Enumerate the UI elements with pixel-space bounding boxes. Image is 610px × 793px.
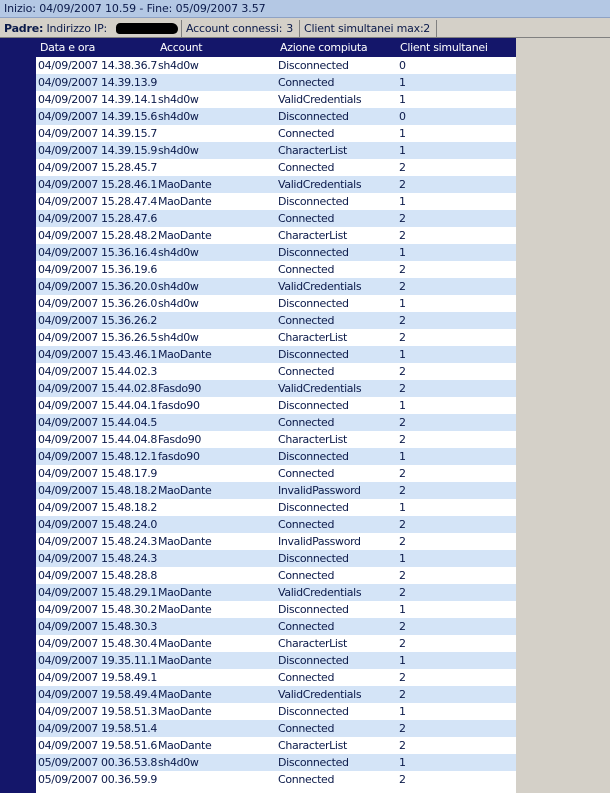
table-row[interactable] xyxy=(36,329,516,346)
table-row[interactable] xyxy=(36,312,516,329)
cell-datetime: 04/09/2007 15.28.47.6 xyxy=(38,212,158,225)
cell-clients: 2 xyxy=(399,314,406,327)
cell-action: ValidCredentials xyxy=(278,688,362,701)
cell-action: Connected xyxy=(278,76,335,89)
table-row[interactable] xyxy=(36,108,516,125)
cell-account: Fasdo90 xyxy=(158,433,202,446)
column-header-clients[interactable]: Client simultanei xyxy=(400,41,488,54)
cell-account: MaoDante xyxy=(158,178,212,191)
cell-account: sh4d0w xyxy=(158,756,199,769)
cell-account: MaoDante xyxy=(158,586,212,599)
cell-datetime: 05/09/2007 00.36.53.8 xyxy=(38,756,158,769)
cell-datetime: 04/09/2007 19.58.51.4 xyxy=(38,722,158,735)
cell-account: MaoDante xyxy=(158,654,212,667)
cell-action: ValidCredentials xyxy=(278,586,362,599)
cell-datetime: 04/09/2007 15.48.18.2 xyxy=(38,484,158,497)
table-row[interactable] xyxy=(36,482,516,499)
cell-datetime: 04/09/2007 15.28.47.4 xyxy=(38,195,158,208)
cell-action: Connected xyxy=(278,620,335,633)
cell-account: MaoDante xyxy=(158,484,212,497)
table-row[interactable] xyxy=(36,363,516,380)
cell-clients: 2 xyxy=(399,212,406,225)
cell-clients: 2 xyxy=(399,688,406,701)
table-row[interactable] xyxy=(36,754,516,771)
cell-action: Disconnected xyxy=(278,195,349,208)
cell-datetime: 04/09/2007 15.28.46.1 xyxy=(38,178,158,191)
table-row[interactable] xyxy=(36,567,516,584)
cell-action: Disconnected xyxy=(278,450,349,463)
cell-action: Connected xyxy=(278,127,335,140)
table-row[interactable] xyxy=(36,720,516,737)
cell-action: CharacterList xyxy=(278,637,347,650)
cell-datetime: 04/09/2007 15.36.26.5 xyxy=(38,331,158,344)
cell-datetime: 04/09/2007 15.48.24.3 xyxy=(38,552,158,565)
cell-action: Disconnected xyxy=(278,297,349,310)
table-row[interactable] xyxy=(36,346,516,363)
table-row[interactable] xyxy=(36,465,516,482)
cell-clients: 2 xyxy=(399,416,406,429)
ip-address-cell xyxy=(0,20,182,37)
cell-account: MaoDante xyxy=(158,739,212,752)
cell-action: Disconnected xyxy=(278,654,349,667)
cell-account: sh4d0w xyxy=(158,280,199,293)
cell-account: sh4d0w xyxy=(158,110,199,123)
accounts-connected-cell xyxy=(182,20,300,37)
cell-account: MaoDante xyxy=(158,535,212,548)
cell-action: InvalidPassword xyxy=(278,535,361,548)
cell-datetime: 04/09/2007 15.36.16.4 xyxy=(38,246,158,259)
table-row[interactable] xyxy=(36,635,516,652)
accounts-connected-value: 3 xyxy=(286,22,293,35)
padre-label: Padre: xyxy=(4,22,44,35)
cell-datetime: 04/09/2007 15.44.04.5 xyxy=(38,416,158,429)
ip-address-label: Indirizzo IP: xyxy=(46,22,108,35)
table-header xyxy=(36,38,516,57)
cell-action: Connected xyxy=(278,671,335,684)
cell-action: Connected xyxy=(278,773,335,786)
cell-clients: 1 xyxy=(399,297,406,310)
cell-action: Connected xyxy=(278,314,335,327)
cell-action: Disconnected xyxy=(278,552,349,565)
cell-action: CharacterList xyxy=(278,739,347,752)
cell-datetime: 05/09/2007 00.36.59.9 xyxy=(38,773,158,786)
cell-datetime: 04/09/2007 15.28.45.7 xyxy=(38,161,158,174)
cell-clients: 2 xyxy=(399,178,406,191)
cell-account: sh4d0w xyxy=(158,93,199,106)
table-row[interactable] xyxy=(36,159,516,176)
table-row[interactable] xyxy=(36,703,516,720)
table-row[interactable] xyxy=(36,210,516,227)
cell-datetime: 04/09/2007 15.36.19.6 xyxy=(38,263,158,276)
cell-account: sh4d0w xyxy=(158,331,199,344)
cell-clients: 2 xyxy=(399,382,406,395)
table-row[interactable] xyxy=(36,125,516,142)
cell-clients: 1 xyxy=(399,195,406,208)
cell-datetime: 04/09/2007 14.39.15.7 xyxy=(38,127,158,140)
cell-datetime: 04/09/2007 15.36.26.0 xyxy=(38,297,158,310)
table-row[interactable] xyxy=(36,771,516,788)
cell-datetime: 04/09/2007 15.36.20.0 xyxy=(38,280,158,293)
cell-action: Connected xyxy=(278,263,335,276)
table-row[interactable] xyxy=(36,601,516,618)
table-row[interactable] xyxy=(36,431,516,448)
table-row[interactable] xyxy=(36,295,516,312)
empty-area xyxy=(516,38,610,793)
table-row[interactable] xyxy=(36,397,516,414)
table-row[interactable] xyxy=(36,57,516,74)
cell-clients: 2 xyxy=(399,263,406,276)
cell-clients: 1 xyxy=(399,552,406,565)
cell-datetime: 04/09/2007 15.43.46.1 xyxy=(38,348,158,361)
cell-datetime: 04/09/2007 15.48.24.0 xyxy=(38,518,158,531)
table-row[interactable] xyxy=(36,176,516,193)
cell-action: CharacterList xyxy=(278,433,347,446)
cell-datetime: 04/09/2007 19.58.49.4 xyxy=(38,688,158,701)
cell-action: Disconnected xyxy=(278,603,349,616)
cell-action: Disconnected xyxy=(278,348,349,361)
cell-clients: 1 xyxy=(399,144,406,157)
cell-action: Connected xyxy=(278,722,335,735)
cell-action: Disconnected xyxy=(278,399,349,412)
redacted-ip-icon xyxy=(116,23,178,34)
cell-datetime: 04/09/2007 15.36.26.2 xyxy=(38,314,158,327)
accounts-connected-label: Account connessi: xyxy=(186,22,283,35)
cell-clients: 2 xyxy=(399,671,406,684)
cell-clients: 2 xyxy=(399,229,406,242)
cell-account: MaoDante xyxy=(158,705,212,718)
cell-clients: 1 xyxy=(399,501,406,514)
cell-datetime: 04/09/2007 14.39.14.1 xyxy=(38,93,158,106)
cell-datetime: 04/09/2007 15.48.30.4 xyxy=(38,637,158,650)
column-header-account[interactable]: Account xyxy=(160,41,203,54)
cell-action: Disconnected xyxy=(278,59,349,72)
cell-clients: 2 xyxy=(399,518,406,531)
table-row[interactable] xyxy=(36,193,516,210)
table-row[interactable] xyxy=(36,380,516,397)
cell-clients: 1 xyxy=(399,450,406,463)
cell-clients: 1 xyxy=(399,603,406,616)
cell-action: ValidCredentials xyxy=(278,382,362,395)
cell-account: sh4d0w xyxy=(158,297,199,310)
cell-action: Disconnected xyxy=(278,756,349,769)
cell-datetime: 04/09/2007 15.28.48.2 xyxy=(38,229,158,242)
table-row[interactable] xyxy=(36,227,516,244)
cell-clients: 2 xyxy=(399,467,406,480)
log-table[interactable] xyxy=(36,38,516,793)
cell-datetime: 04/09/2007 15.48.30.3 xyxy=(38,620,158,633)
table-row[interactable] xyxy=(36,414,516,431)
cell-datetime: 04/09/2007 15.44.02.8 xyxy=(38,382,158,395)
table-row[interactable] xyxy=(36,499,516,516)
cell-clients: 1 xyxy=(399,399,406,412)
cell-action: Connected xyxy=(278,518,335,531)
cell-action: Connected xyxy=(278,467,335,480)
cell-clients: 2 xyxy=(399,569,406,582)
cell-action: InvalidPassword xyxy=(278,484,361,497)
cell-account: MaoDante xyxy=(158,229,212,242)
cell-datetime: 04/09/2007 15.48.24.3 xyxy=(38,535,158,548)
cell-datetime: 04/09/2007 14.38.36.7 xyxy=(38,59,158,72)
cell-clients: 0 xyxy=(399,110,406,123)
cell-action: Connected xyxy=(278,569,335,582)
cell-action: CharacterList xyxy=(278,144,347,157)
cell-account: MaoDante xyxy=(158,348,212,361)
cell-datetime: 04/09/2007 15.48.18.2 xyxy=(38,501,158,514)
table-row[interactable] xyxy=(36,652,516,669)
cell-clients: 2 xyxy=(399,620,406,633)
cell-datetime: 04/09/2007 15.48.28.8 xyxy=(38,569,158,582)
cell-action: ValidCredentials xyxy=(278,93,362,106)
cell-clients: 2 xyxy=(399,365,406,378)
table-row[interactable] xyxy=(36,618,516,635)
cell-datetime: 04/09/2007 15.44.02.3 xyxy=(38,365,158,378)
cell-clients: 2 xyxy=(399,739,406,752)
cell-clients: 2 xyxy=(399,535,406,548)
cell-clients: 1 xyxy=(399,127,406,140)
table-row[interactable] xyxy=(36,142,516,159)
cell-account: Fasdo90 xyxy=(158,382,202,395)
table-row[interactable] xyxy=(36,278,516,295)
cell-action: CharacterList xyxy=(278,229,347,242)
cell-account: sh4d0w xyxy=(158,144,199,157)
cell-datetime: 04/09/2007 15.48.12.1 xyxy=(38,450,158,463)
cell-clients: 2 xyxy=(399,484,406,497)
window-title: Inizio: 04/09/2007 10.59 - Fine: 05/09/2007 3.57 xyxy=(0,0,610,18)
cell-clients: 2 xyxy=(399,280,406,293)
cell-datetime: 04/09/2007 19.58.51.3 xyxy=(38,705,158,718)
cell-clients: 2 xyxy=(399,773,406,786)
cell-clients: 2 xyxy=(399,586,406,599)
cell-datetime: 04/09/2007 15.48.30.2 xyxy=(38,603,158,616)
max-clients-label: Client simultanei max: xyxy=(304,22,424,35)
cell-account: MaoDante xyxy=(158,195,212,208)
table-row[interactable] xyxy=(36,74,516,91)
table-row[interactable] xyxy=(36,550,516,567)
cell-clients: 1 xyxy=(399,654,406,667)
cell-clients: 1 xyxy=(399,76,406,89)
cell-clients: 1 xyxy=(399,705,406,718)
cell-datetime: 04/09/2007 14.39.15.9 xyxy=(38,144,158,157)
cell-clients: 0 xyxy=(399,59,406,72)
cell-clients: 1 xyxy=(399,93,406,106)
cell-datetime: 04/09/2007 14.39.13.9 xyxy=(38,76,158,89)
cell-account: MaoDante xyxy=(158,603,212,616)
table-row[interactable] xyxy=(36,737,516,754)
row-selector-strip xyxy=(0,38,36,793)
cell-action: ValidCredentials xyxy=(278,178,362,191)
cell-action: Disconnected xyxy=(278,110,349,123)
table-row[interactable] xyxy=(36,533,516,550)
cell-clients: 2 xyxy=(399,433,406,446)
cell-datetime: 04/09/2007 14.39.15.6 xyxy=(38,110,158,123)
cell-datetime: 04/09/2007 15.44.04.1 xyxy=(38,399,158,412)
cell-action: Connected xyxy=(278,161,335,174)
table-body xyxy=(36,57,516,788)
cell-clients: 1 xyxy=(399,246,406,259)
cell-datetime: 04/09/2007 15.44.04.8 xyxy=(38,433,158,446)
table-row[interactable] xyxy=(36,516,516,533)
cell-action: CharacterList xyxy=(278,331,347,344)
column-header-action[interactable]: Azione compiuta xyxy=(280,41,368,54)
column-header-date[interactable]: Data e ora xyxy=(40,41,96,54)
table-row[interactable] xyxy=(36,584,516,601)
cell-action: Disconnected xyxy=(278,501,349,514)
cell-datetime: 04/09/2007 15.48.29.1 xyxy=(38,586,158,599)
cell-clients: 2 xyxy=(399,161,406,174)
cell-account: sh4d0w xyxy=(158,59,199,72)
info-bar xyxy=(0,19,610,38)
table-row[interactable] xyxy=(36,91,516,108)
max-clients-value: 2 xyxy=(423,22,430,35)
cell-account: MaoDante xyxy=(158,637,212,650)
cell-clients: 1 xyxy=(399,756,406,769)
cell-datetime: 04/09/2007 19.35.11.1 xyxy=(38,654,158,667)
cell-account: sh4d0w xyxy=(158,246,199,259)
table-row[interactable] xyxy=(36,261,516,278)
table-row[interactable] xyxy=(36,448,516,465)
table-row[interactable] xyxy=(36,686,516,703)
table-row[interactable] xyxy=(36,669,516,686)
cell-datetime: 04/09/2007 19.58.51.6 xyxy=(38,739,158,752)
cell-action: Connected xyxy=(278,416,335,429)
cell-clients: 2 xyxy=(399,722,406,735)
cell-clients: 1 xyxy=(399,348,406,361)
table-row[interactable] xyxy=(36,244,516,261)
cell-clients: 2 xyxy=(399,637,406,650)
cell-action: ValidCredentials xyxy=(278,280,362,293)
cell-account: MaoDante xyxy=(158,688,212,701)
cell-action: Connected xyxy=(278,212,335,225)
cell-datetime: 04/09/2007 19.58.49.1 xyxy=(38,671,158,684)
cell-action: Disconnected xyxy=(278,705,349,718)
cell-clients: 2 xyxy=(399,331,406,344)
cell-datetime: 04/09/2007 15.48.17.9 xyxy=(38,467,158,480)
cell-action: Disconnected xyxy=(278,246,349,259)
max-clients-cell xyxy=(300,20,437,37)
cell-account: fasdo90 xyxy=(158,399,200,412)
cell-account: fasdo90 xyxy=(158,450,200,463)
cell-action: Connected xyxy=(278,365,335,378)
